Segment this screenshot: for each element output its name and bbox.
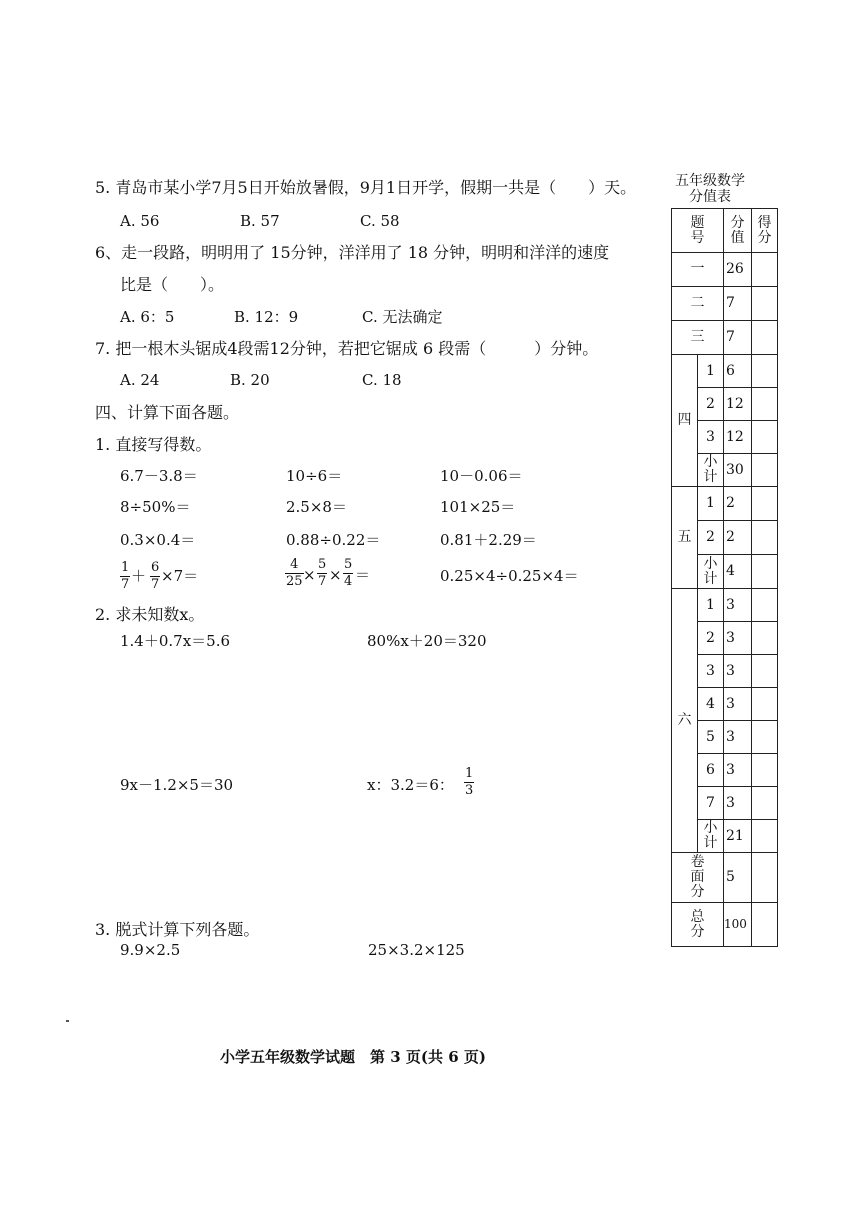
- score-cell[interactable]: [752, 820, 778, 853]
- sub-number: 2: [698, 521, 724, 555]
- operator: ＋: [131, 567, 147, 585]
- row-points: 30: [724, 454, 752, 487]
- calc-item: 101×25＝: [440, 498, 516, 516]
- q6-stem-line2: 比是（ ）。: [120, 275, 225, 294]
- row-points: 5: [724, 853, 752, 903]
- sub-number: 7: [698, 787, 724, 820]
- row-points: 12: [724, 421, 752, 454]
- fraction: 1 7: [121, 560, 130, 592]
- fraction: 4 25: [286, 557, 303, 589]
- q5-option-b: B. 57: [240, 212, 280, 230]
- calc-item: 0.25×4÷0.25×4＝: [440, 567, 579, 585]
- group-label: 五: [672, 487, 698, 589]
- row-points: 26: [724, 253, 752, 287]
- score-cell[interactable]: [752, 622, 778, 655]
- sub-number: 6: [698, 754, 724, 787]
- score-table-title: 五年级数学 分值表: [675, 173, 745, 205]
- score-cell[interactable]: [752, 321, 778, 355]
- subtotal-label: 小计: [698, 555, 724, 589]
- sub-number: 1: [698, 487, 724, 521]
- header-score: 得分: [752, 209, 778, 253]
- sub-number: 4: [698, 688, 724, 721]
- expression-tail: ×7＝: [161, 567, 199, 585]
- q6-option-c: C. 无法确定: [362, 308, 443, 326]
- part2-title: 2. 求未知数x。: [95, 605, 205, 624]
- row-points: 3: [724, 622, 752, 655]
- score-cell[interactable]: [752, 655, 778, 688]
- score-cell[interactable]: [752, 555, 778, 589]
- q6-option-b: B. 12：9: [234, 308, 299, 326]
- fraction: 5 4: [344, 557, 353, 589]
- sub-number: 2: [698, 622, 724, 655]
- row-points: 3: [724, 655, 752, 688]
- row-points: 6: [724, 355, 752, 388]
- score-cell[interactable]: [752, 388, 778, 421]
- group-label: 四: [672, 355, 698, 487]
- neatness-label: 卷面分: [672, 853, 724, 903]
- fraction: 5 7: [318, 557, 327, 589]
- calc-item: 0.81＋2.29＝: [440, 531, 537, 549]
- expression-tail: ＝: [355, 566, 371, 584]
- total-label: 总分: [672, 903, 724, 947]
- row-points: 12: [724, 388, 752, 421]
- calc-item: 6.7－3.8＝: [120, 467, 198, 485]
- score-cell[interactable]: [752, 521, 778, 555]
- equation: 80%x＋20＝320: [367, 632, 487, 650]
- section4-title: 四、计算下面各题。: [95, 403, 240, 422]
- row-points: 3: [724, 721, 752, 754]
- equation: x：3.2＝6：: [367, 776, 454, 794]
- calc-item: 10－0.06＝: [440, 467, 523, 485]
- score-cell[interactable]: [752, 688, 778, 721]
- equation: 9x－1.2×5＝30: [120, 776, 234, 794]
- expression: 25×3.2×125: [368, 941, 465, 959]
- score-cell[interactable]: [752, 589, 778, 622]
- score-cell[interactable]: [752, 487, 778, 521]
- calc-item: 8÷50%＝: [120, 498, 191, 516]
- row-points: 2: [724, 487, 752, 521]
- row-points: 21: [724, 820, 752, 853]
- q7-option-a: A. 24: [120, 371, 160, 389]
- score-cell[interactable]: [752, 355, 778, 388]
- row-points: 3: [724, 589, 752, 622]
- score-cell[interactable]: [752, 721, 778, 754]
- score-cell[interactable]: [752, 754, 778, 787]
- row-label: 一: [672, 253, 724, 287]
- score-cell[interactable]: [752, 421, 778, 454]
- calc-item: 10÷6＝: [286, 467, 343, 485]
- sub-number: 5: [698, 721, 724, 754]
- q7-stem: 7. 把一根木头锯成4段需12分钟，若把它锯成 6 段需（ ）分钟。: [95, 339, 599, 358]
- calc-item: 2.5×8＝: [286, 498, 347, 516]
- score-cell[interactable]: [752, 253, 778, 287]
- row-points: 7: [724, 321, 752, 355]
- fraction: 6 7: [151, 560, 160, 592]
- group-label: 六: [672, 589, 698, 853]
- row-points: 4: [724, 555, 752, 589]
- sub-number: 3: [698, 421, 724, 454]
- operator: ×: [329, 566, 342, 584]
- q5-option-c: C. 58: [360, 212, 400, 230]
- score-cell[interactable]: [752, 454, 778, 487]
- row-points: 3: [724, 787, 752, 820]
- expression: 9.9×2.5: [120, 941, 181, 959]
- score-cell[interactable]: [752, 287, 778, 321]
- row-label: 三: [672, 321, 724, 355]
- score-table: [671, 208, 778, 947]
- fraction: 1 3: [465, 766, 474, 798]
- row-points: 3: [724, 688, 752, 721]
- sub-number: 1: [698, 355, 724, 388]
- row-points: 7: [724, 287, 752, 321]
- calc-item: 0.88÷0.22＝: [286, 531, 381, 549]
- q7-option-c: C. 18: [362, 371, 402, 389]
- row-label: 二: [672, 287, 724, 321]
- score-cell[interactable]: [752, 853, 778, 903]
- q6-option-a: A. 6：5: [120, 308, 175, 326]
- scan-speck: [66, 1020, 69, 1022]
- row-points: 2: [724, 521, 752, 555]
- row-points: 100: [724, 903, 752, 947]
- page-footer: 小学五年级数学试题 第 3 页(共 6 页): [220, 1048, 486, 1066]
- sub-number: 3: [698, 655, 724, 688]
- q5-stem: 5. 青岛市某小学7月5日开始放暑假，9月1日开学，假期一共是（ ）天。: [95, 178, 637, 197]
- calc-item: 0.3×0.4＝: [120, 531, 196, 549]
- row-points: 3: [724, 754, 752, 787]
- sub-number: 1: [698, 589, 724, 622]
- equation: 1.4＋0.7x＝5.6: [120, 632, 231, 650]
- header-question-number: 题号: [672, 209, 724, 253]
- q5-option-a: A. 56: [120, 212, 160, 230]
- part1-title: 1. 直接写得数。: [95, 435, 212, 454]
- sub-number: 2: [698, 388, 724, 421]
- operator: ×: [303, 566, 316, 584]
- score-cell[interactable]: [752, 787, 778, 820]
- q6-stem-line1: 6、走一段路，明明用了 15分钟，洋洋用了 18 分钟，明明和洋洋的速度: [95, 243, 610, 262]
- q7-option-b: B. 20: [230, 371, 270, 389]
- part3-title: 3. 脱式计算下列各题。: [95, 920, 260, 939]
- subtotal-label: 小计: [698, 820, 724, 853]
- subtotal-label: 小计: [698, 454, 724, 487]
- score-cell[interactable]: [752, 903, 778, 947]
- header-points: 分值: [724, 209, 752, 253]
